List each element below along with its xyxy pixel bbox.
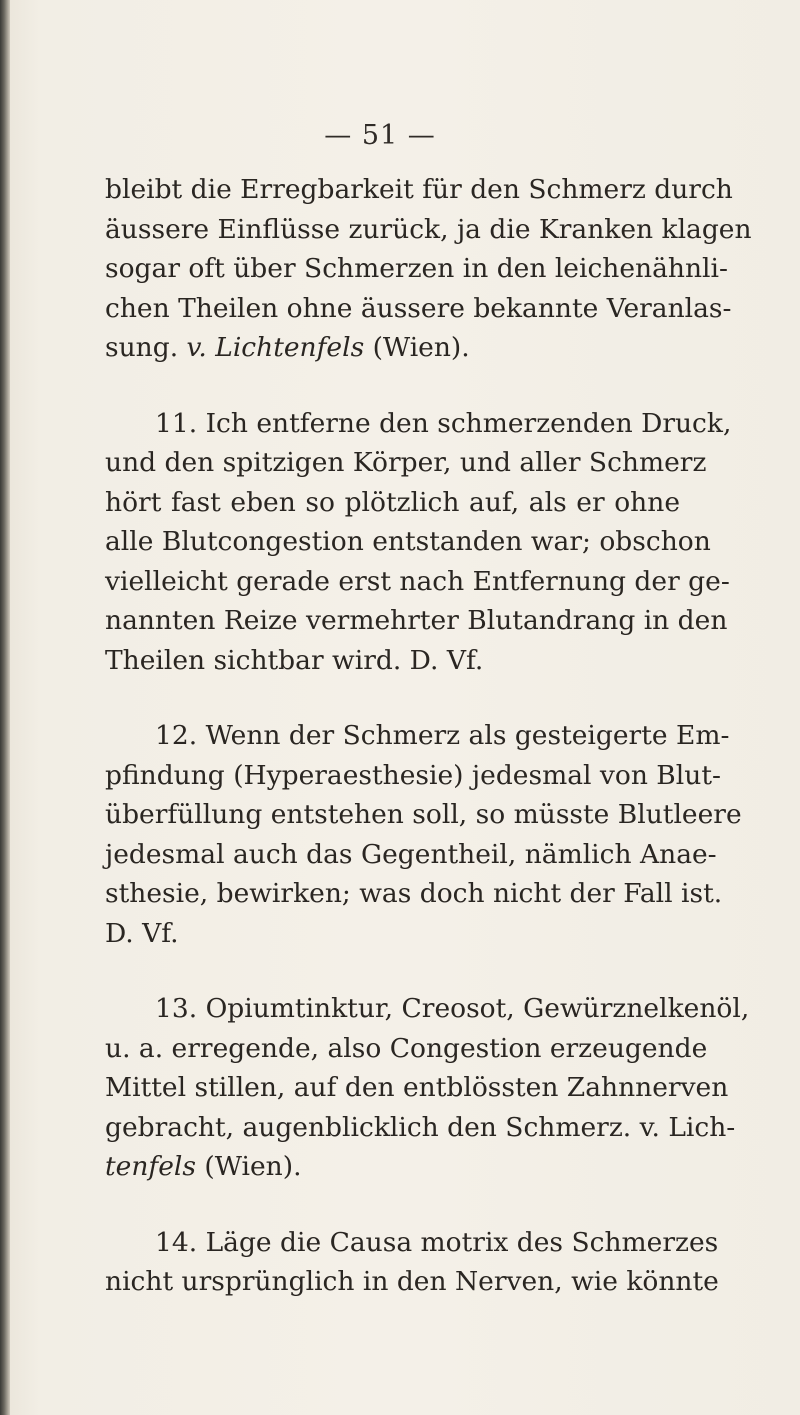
paragraph-continuation [105, 170, 752, 368]
text-line: nannten Reize vermehrter Blutandrang in den [105, 605, 728, 636]
page-number: — 51 — [324, 120, 436, 151]
text-line: 11. Ich entferne den schmerzenden Druck, [155, 407, 732, 439]
author-citation: v. Lichtenfels [186, 332, 365, 363]
body-text [105, 170, 752, 1302]
author-citation: tenfels [105, 1151, 196, 1182]
paragraph-11 [105, 404, 732, 681]
text-line: überfüllung entstehen soll, so müsste Blutleere [105, 799, 742, 830]
text-line: alle Blutcongestion entstanden war; obschon [105, 526, 711, 557]
text-line: und den spitzigen Körper, und aller Schmerz [105, 447, 707, 478]
text-line: 12. Wenn der Schmerz als gesteigerte Em- [155, 720, 730, 751]
text-line: chen Theilen ohne äussere bekannte Veranlas- [105, 292, 732, 324]
text-line: Mittel stillen, auf den entblössten Zahnnerven [105, 1072, 729, 1103]
text-segment: sung. [105, 332, 187, 363]
paragraph-13 [105, 989, 750, 1187]
text-line: äussere Einflüsse zurück, ja die Kranken klagen [105, 213, 752, 245]
text-line: vielleicht gerade erst nach Entfernung der ge- [105, 565, 730, 597]
text-line: bleibt die Erregbarkeit für den Schmerz durch [105, 174, 733, 205]
text-line: sthesie, bewirken; was doch nicht der Fall ist. [105, 878, 723, 909]
text-line [105, 1147, 680, 1187]
text-line: jedesmal auch das Gegentheil, nämlich Anae- [105, 838, 717, 870]
text-line: Theilen sichtbar wird. D. Vf. [105, 644, 484, 676]
text-line [105, 328, 680, 368]
text-segment: (Wien). [195, 1151, 302, 1182]
text-line: 14. Läge die Causa motrix des Schmerzes [155, 1226, 719, 1258]
text-line: D. Vf. [105, 917, 179, 949]
text-line: gebracht, augenblicklich den Schmerz. v. Lich- [105, 1111, 736, 1143]
text-line: hört fast eben so plötzlich auf, als er ohne [105, 486, 680, 518]
text-line: nicht ursprünglich in den Nerven, wie könnte [105, 1266, 719, 1297]
text-line: u. a. erregende, also Congestion erzeugende [105, 1032, 708, 1064]
binding-edge [0, 0, 10, 1415]
paragraph-12 [105, 716, 742, 953]
text-line: pfindung (Hyperaesthesie) jedesmal von Blut- [105, 759, 721, 791]
paragraph-14 [105, 1223, 719, 1302]
text-line: sogar oft über Schmerzen in den leichenähnli- [105, 253, 728, 284]
text-line: 13. Opiumtinktur, Creosot, Gewürznelkenöl, [155, 993, 750, 1024]
text-segment: (Wien). [364, 332, 470, 363]
